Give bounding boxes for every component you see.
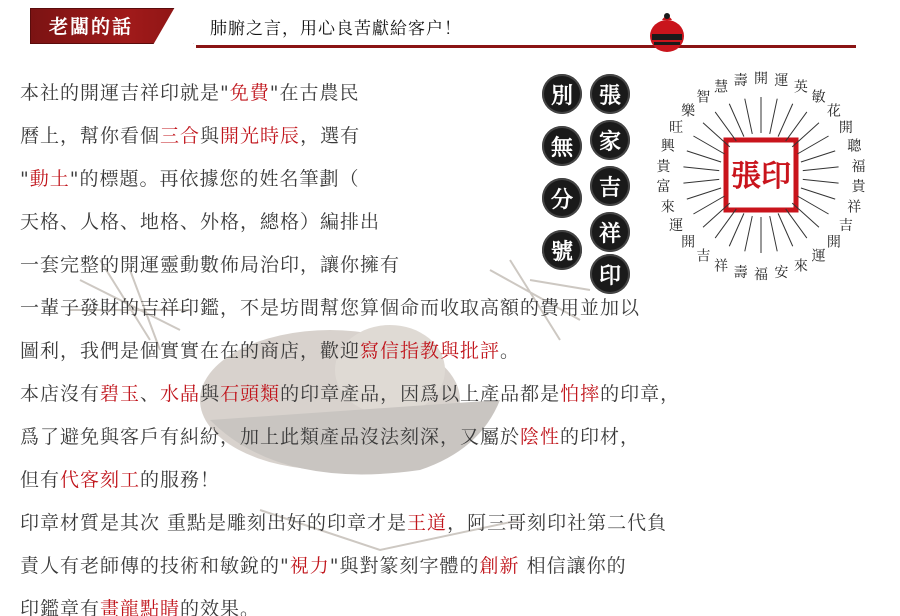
seal-char: 號 [542, 230, 582, 270]
body-line [20, 293, 640, 320]
text-span: 責人有老師傳的技術和敏銳的" [20, 555, 290, 577]
text-span: " [20, 168, 30, 190]
seal-center-text: 張印 [731, 159, 791, 194]
wheel-spoke [803, 179, 839, 183]
text-span: 的印材， [560, 426, 641, 448]
wheel-char: 運 [811, 248, 826, 265]
wheel-char: 貴 [851, 179, 866, 196]
highlight-phrase: 陰性 [520, 426, 561, 448]
wheel-char: 吉 [838, 218, 853, 234]
seal-wheel-diagram [644, 58, 878, 292]
wheel-char: 慧 [714, 79, 729, 96]
body-line [20, 207, 380, 234]
body-line [20, 508, 667, 535]
text-span: ，阿三哥刻印社第二代負 [447, 512, 668, 534]
highlight-phrase: 動土 [29, 168, 70, 190]
header-bar [14, 8, 874, 46]
wheel-spoke [770, 99, 777, 134]
body-line [20, 121, 360, 148]
wheel-char: 英 [793, 79, 808, 96]
highlight-phrase: 三合 [160, 125, 201, 147]
seal-char: 家 [590, 120, 630, 160]
text-span: ，選有 [300, 125, 361, 147]
red-pot-icon [644, 10, 690, 56]
text-span: 圖利，我們是個實實在在的商店，歡迎 [20, 340, 361, 362]
wheel-char: 來 [660, 199, 675, 216]
text-span: 天格、人格、地格、外格，總格）編排出 [20, 211, 381, 233]
highlight-phrase: 創新 [479, 555, 520, 577]
wheel-spoke [745, 216, 752, 251]
wheel-spoke [729, 104, 744, 137]
highlight-phrase: 開光時辰 [220, 125, 301, 147]
seal-char: 印 [590, 254, 630, 294]
text-span: 相信讓你的 [519, 555, 627, 577]
wheel-char: 祥 [847, 199, 862, 216]
text-span: 一套完整的開運靈動數佈局治印，讓你擁有 [20, 254, 401, 276]
text-span: 印鑑章有 [20, 598, 101, 616]
seal-char: 別 [542, 74, 582, 114]
highlight-phrase: 代客刻工 [60, 469, 141, 491]
text-span: 但有 [20, 469, 61, 491]
text-span: "在古農民 [269, 82, 360, 104]
body-line [20, 551, 627, 578]
wheel-spoke [745, 99, 752, 134]
wheel-spoke [778, 104, 793, 137]
text-span: 的效果。 [180, 598, 261, 616]
body-line [20, 78, 360, 105]
wheel-char: 福 [851, 158, 866, 175]
wheel-char: 富 [656, 179, 671, 196]
seal-char: 分 [542, 178, 582, 218]
text-span: 的服務！ [140, 469, 221, 491]
body-line [20, 379, 680, 406]
body-line [20, 594, 260, 616]
text-span: 的印章， [600, 383, 681, 405]
seal-char: 吉 [590, 166, 630, 206]
wheel-spoke [729, 213, 744, 246]
wheel-char: 花 [826, 103, 841, 120]
text-span: 本店沒有 [20, 383, 101, 405]
wheel-char: 吉 [696, 248, 711, 265]
seal-char: 無 [542, 126, 582, 166]
wheel-spoke [687, 188, 721, 199]
seal-char: 張 [590, 74, 630, 114]
wheel-spoke [801, 151, 835, 162]
highlight-phrase: 碧玉 [100, 383, 141, 405]
wheel-char: 壽 [733, 73, 748, 90]
text-span: 一輩子發財的吉祥印鑑，不是坊間幫您算個命而收取高額的費用並加以 [20, 297, 641, 319]
wheel-char: 旺 [669, 120, 684, 136]
wheel-char: 興 [660, 138, 675, 155]
text-span: 爲了避免與客戶有糾紛，加上此類產品沒法刻深，又屬於 [20, 426, 521, 448]
wheel-char: 貴 [656, 158, 671, 175]
wheel-char: 開 [681, 234, 696, 251]
wheel-char: 運 [774, 73, 789, 90]
wheel-spoke [687, 151, 721, 162]
wheel-char: 敏 [811, 89, 826, 106]
text-span: 與 [200, 125, 221, 147]
highlight-phrase: 王道 [407, 512, 448, 534]
wheel-char: 運 [669, 218, 684, 234]
highlight-phrase: 視力 [289, 555, 330, 577]
wheel-spoke [778, 213, 793, 246]
wheel-char: 福 [754, 267, 768, 283]
wheel-spoke [770, 216, 777, 251]
body-line [20, 164, 360, 191]
header-badge: 老闆的話 [30, 8, 194, 44]
text-span: 曆上，幫你看個 [20, 125, 161, 147]
body-line [20, 465, 220, 492]
wheel-char: 聰 [847, 138, 862, 155]
wheel-char: 祥 [714, 258, 729, 275]
header-tagline: 肺腑之言，用心良苦獻給客户！ [210, 19, 462, 39]
seal-character-group [538, 74, 632, 289]
wheel-char: 安 [774, 264, 789, 281]
wheel-char: 樂 [681, 103, 696, 120]
text-span: "的標題。再依據您的姓名筆劃（ [69, 168, 360, 190]
text-span: 與 [200, 383, 221, 405]
text-span: 。 [500, 340, 521, 362]
wheel-char: 來 [793, 258, 808, 275]
highlight-phrase: 寫信指教與批評 [360, 340, 501, 362]
body-line [20, 422, 640, 449]
wheel-spoke [801, 188, 835, 199]
text-span: 印章材質是其次 重點是雕刻出好的印章才是 [20, 512, 408, 534]
wheel-char: 壽 [733, 264, 748, 281]
wheel-spoke [803, 167, 839, 171]
header-rule [196, 45, 856, 48]
text-span: 的印章產品，因爲以上產品都是 [280, 383, 561, 405]
wheel-char: 智 [696, 89, 711, 106]
highlight-phrase: 怕摔 [560, 383, 601, 405]
text-span: 本社的開運吉祥印就是" [20, 82, 230, 104]
wheel-char: 開 [826, 234, 841, 251]
highlight-phrase: 畫龍點睛 [100, 598, 181, 616]
body-line [20, 250, 400, 277]
highlight-phrase: 水晶 [160, 383, 201, 405]
wheel-spoke [683, 167, 719, 171]
text-span: "與對篆刻字體的 [329, 555, 480, 577]
text-span: 、 [140, 383, 161, 405]
wheel-char: 開 [838, 120, 853, 136]
highlight-phrase: 石頭類 [220, 383, 281, 405]
highlight-phrase: 免費 [229, 82, 270, 104]
wheel-spoke [683, 179, 719, 183]
body-line [20, 336, 520, 363]
seal-char: 祥 [590, 212, 630, 252]
wheel-char: 開 [754, 71, 768, 87]
